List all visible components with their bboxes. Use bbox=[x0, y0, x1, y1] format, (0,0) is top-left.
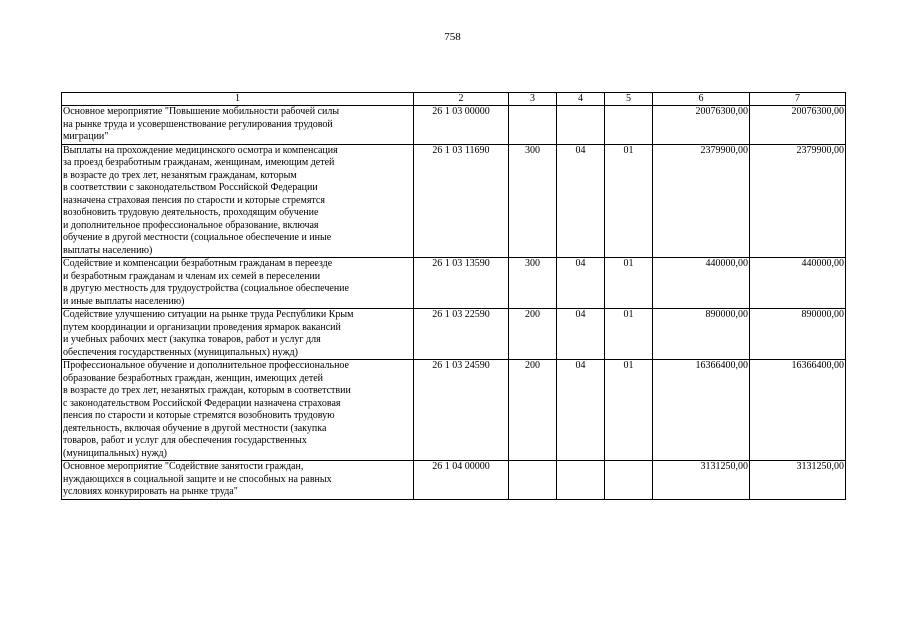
row-subsection: 01 bbox=[605, 309, 653, 360]
column-header-5: 5 bbox=[605, 93, 653, 106]
column-header-6: 6 bbox=[653, 93, 750, 106]
row-section: 04 bbox=[557, 360, 605, 461]
row-expense-type: 300 bbox=[509, 258, 557, 309]
row-expense-type: 200 bbox=[509, 360, 557, 461]
table-row bbox=[62, 461, 846, 500]
table-row bbox=[62, 258, 846, 309]
row-expense-type: 200 bbox=[509, 309, 557, 360]
row-section bbox=[557, 106, 605, 145]
column-header-2: 2 bbox=[414, 93, 509, 106]
row-subsection bbox=[605, 461, 653, 500]
row-amount-7: 440000,00 bbox=[750, 258, 846, 309]
row-target-code: 26 1 03 11690 bbox=[414, 144, 509, 258]
row-target-code: 26 1 03 22590 bbox=[414, 309, 509, 360]
row-amount-6: 440000,00 bbox=[653, 258, 750, 309]
row-subsection: 01 bbox=[605, 360, 653, 461]
page-number: 758 bbox=[444, 31, 461, 43]
row-expense-type bbox=[509, 106, 557, 145]
row-target-code: 26 1 03 24590 bbox=[414, 360, 509, 461]
row-amount-6: 20076300,00 bbox=[653, 106, 750, 145]
row-amount-7: 20076300,00 bbox=[750, 106, 846, 145]
row-target-code: 26 1 03 13590 bbox=[414, 258, 509, 309]
row-section: 04 bbox=[557, 258, 605, 309]
row-subsection: 01 bbox=[605, 258, 653, 309]
table-row bbox=[62, 144, 846, 258]
row-amount-6: 2379900,00 bbox=[653, 144, 750, 258]
row-section bbox=[557, 461, 605, 500]
column-header-7: 7 bbox=[750, 93, 846, 106]
row-name: Содействие и компенсации безработным гражданам в переезде и безработным гражданам и членам их семей в переселении в другую местность для трудоустройства (социальное обеспечение и иные выплаты населению) bbox=[62, 258, 414, 309]
row-amount-7: 3131250,00 bbox=[750, 461, 846, 500]
row-subsection: 01 bbox=[605, 144, 653, 258]
row-amount-6: 3131250,00 bbox=[653, 461, 750, 500]
row-name: Профессиональное обучение и дополнительное профессиональное образование безработных граждан, женщин, имеющих детей в возрасте до трех лет, незанятых граждан, которым в соответствии с законодательством Российской Федерации назначена страховая пенсия по старости и которые стремятся возобновить трудовую деятельность, включая обучение в другой местности (закупка товаров, работ и услуг для обеспечения государственных (муниципальных) нужд) bbox=[62, 360, 414, 461]
header-row bbox=[62, 93, 846, 106]
row-amount-7: 890000,00 bbox=[750, 309, 846, 360]
budget-table bbox=[61, 92, 846, 500]
row-amount-7: 16366400,00 bbox=[750, 360, 846, 461]
table-row bbox=[62, 309, 846, 360]
column-header-3: 3 bbox=[509, 93, 557, 106]
row-section: 04 bbox=[557, 309, 605, 360]
row-amount-7: 2379900,00 bbox=[750, 144, 846, 258]
column-header-4: 4 bbox=[557, 93, 605, 106]
row-section: 04 bbox=[557, 144, 605, 258]
table-row bbox=[62, 106, 846, 145]
row-target-code: 26 1 03 00000 bbox=[414, 106, 509, 145]
row-amount-6: 890000,00 bbox=[653, 309, 750, 360]
table-row bbox=[62, 360, 846, 461]
row-name: Содействие улучшению ситуации на рынке труда Республики Крым путем координации и организации проведения ярмарок вакансий и учебных рабочих мест (закупка товаров, работ и услуг для обеспечения государственных (муниципальных) нужд) bbox=[62, 309, 414, 360]
row-expense-type bbox=[509, 461, 557, 500]
row-expense-type: 300 bbox=[509, 144, 557, 258]
row-name: Выплаты на прохождение медицинского осмотра и компенсация за проезд безработным гражданам, женщинам, имеющим детей в возрасте до трех лет, незанятым гражданам, которым в соответствии с законодательством Российской Федерации назначена страховая пенсия по старости и которые стремятся возобновить трудовую деятельность, проходящим обучение и дополнительное профессиональное образование, включая обучение в другой местности (социальное обеспечение и иные выплаты населению) bbox=[62, 144, 414, 258]
row-name: Основное мероприятие "Повышение мобильности рабочей силы на рынке труда и усовершенствование регулирования трудовой миграции" bbox=[62, 106, 414, 145]
row-name: Основное мероприятие "Содействие занятости граждан, нуждающихся в социальной защите и не способных на равных условиях конкурировать на рынке труда" bbox=[62, 461, 414, 500]
row-amount-6: 16366400,00 bbox=[653, 360, 750, 461]
row-target-code: 26 1 04 00000 bbox=[414, 461, 509, 500]
column-header-1: 1 bbox=[62, 93, 414, 106]
row-subsection bbox=[605, 106, 653, 145]
